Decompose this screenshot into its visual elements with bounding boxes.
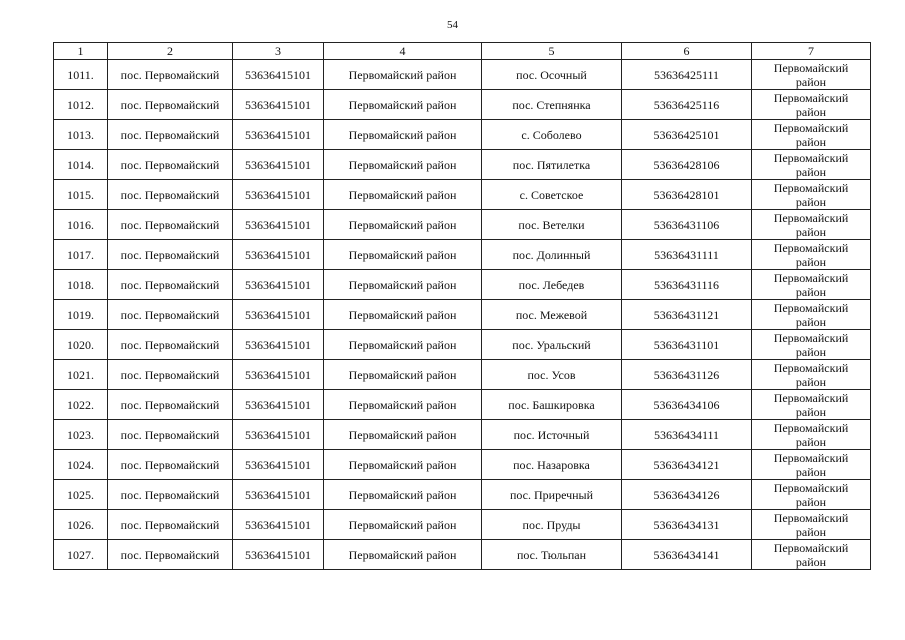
district-line-1: Первомайский: [773, 180, 849, 195]
row-number-cell: 1018.: [54, 270, 108, 300]
settlement-code-cell: 53636415101: [233, 450, 324, 480]
row-number-cell: 1026.: [54, 510, 108, 540]
locality-code-cell: 53636428106: [622, 150, 752, 180]
district-line-1: Первомайский: [773, 60, 849, 75]
locality-code-cell: 53636431116: [622, 270, 752, 300]
settlement-cell: пос. Первомайский: [108, 180, 233, 210]
column-number-row: [54, 43, 871, 60]
district-line-2: район: [795, 524, 827, 539]
district-two-line-cell: [752, 450, 871, 480]
district-two-line-cell: [752, 540, 871, 570]
district-line-1: Первомайский: [773, 420, 849, 435]
district-line-1: Первомайский: [773, 510, 849, 525]
district-cell: Первомайский район: [324, 450, 482, 480]
table-row: [54, 510, 871, 540]
district-line-2: район: [795, 254, 827, 269]
locality-code-cell: 53636431121: [622, 300, 752, 330]
settlement-code-cell: 53636415101: [233, 210, 324, 240]
settlement-cell: пос. Первомайский: [108, 450, 233, 480]
settlement-code-cell: 53636415101: [233, 390, 324, 420]
locality-code-cell: 53636434131: [622, 510, 752, 540]
row-number-cell: 1016.: [54, 210, 108, 240]
row-number-cell: 1013.: [54, 120, 108, 150]
district-line-2: район: [795, 164, 827, 179]
column-header: 6: [622, 43, 752, 60]
district-two-line-cell: [752, 270, 871, 300]
settlement-cell: пос. Первомайский: [108, 300, 233, 330]
district-two-line-cell: [752, 330, 871, 360]
district-line-1: Первомайский: [773, 390, 849, 405]
row-number-cell: 1019.: [54, 300, 108, 330]
locality-cell: пос. Усов: [482, 360, 622, 390]
district-line-1: Первомайский: [773, 150, 849, 165]
column-header: 4: [324, 43, 482, 60]
locality-code-cell: 53636434111: [622, 420, 752, 450]
district-line-1: Первомайский: [773, 120, 849, 135]
district-cell: Первомайский район: [324, 150, 482, 180]
settlement-code-cell: 53636415101: [233, 150, 324, 180]
district-line-2: район: [795, 194, 827, 209]
settlement-cell: пос. Первомайский: [108, 90, 233, 120]
district-two-line-cell: [752, 360, 871, 390]
locality-cell: пос. Ветелки: [482, 210, 622, 240]
row-number-cell: 1023.: [54, 420, 108, 450]
district-two-line-cell: [752, 390, 871, 420]
locality-code-cell: 53636434126: [622, 480, 752, 510]
row-number-cell: 1015.: [54, 180, 108, 210]
settlement-code-cell: 53636415101: [233, 330, 324, 360]
settlement-cell: пос. Первомайский: [108, 270, 233, 300]
district-line-2: район: [795, 284, 827, 299]
locality-cell: пос. Тюльпан: [482, 540, 622, 570]
district-cell: Первомайский район: [324, 360, 482, 390]
settlement-cell: пос. Первомайский: [108, 150, 233, 180]
table-row: [54, 120, 871, 150]
locality-code-cell: 53636425116: [622, 90, 752, 120]
district-line-2: район: [795, 134, 827, 149]
district-line-2: район: [795, 494, 827, 509]
row-number-cell: 1025.: [54, 480, 108, 510]
district-cell: Первомайский район: [324, 180, 482, 210]
table-row: [54, 180, 871, 210]
district-cell: Первомайский район: [324, 120, 482, 150]
settlement-cell: пос. Первомайский: [108, 240, 233, 270]
settlement-cell: пос. Первомайский: [108, 480, 233, 510]
district-line-1: Первомайский: [773, 540, 849, 555]
row-number-cell: 1014.: [54, 150, 108, 180]
locality-code-cell: 53636431111: [622, 240, 752, 270]
registry-table: [53, 42, 871, 570]
district-two-line-cell: [752, 150, 871, 180]
row-number-cell: 1027.: [54, 540, 108, 570]
column-header: 1: [54, 43, 108, 60]
table-row: [54, 390, 871, 420]
settlement-cell: пос. Первомайский: [108, 510, 233, 540]
district-two-line-cell: [752, 90, 871, 120]
district-line-1: Первомайский: [773, 90, 849, 105]
district-cell: Первомайский район: [324, 300, 482, 330]
table-row: [54, 270, 871, 300]
settlement-code-cell: 53636415101: [233, 420, 324, 450]
table-row: [54, 480, 871, 510]
table-row: [54, 540, 871, 570]
locality-cell: с. Советское: [482, 180, 622, 210]
row-number-cell: 1017.: [54, 240, 108, 270]
locality-code-cell: 53636431106: [622, 210, 752, 240]
column-header: 7: [752, 43, 871, 60]
district-line-1: Первомайский: [773, 270, 849, 285]
column-header: 2: [108, 43, 233, 60]
locality-cell: пос. Долинный: [482, 240, 622, 270]
district-two-line-cell: [752, 510, 871, 540]
district-cell: Первомайский район: [324, 420, 482, 450]
district-cell: Первомайский район: [324, 240, 482, 270]
table-row: [54, 300, 871, 330]
table-header: [54, 43, 871, 60]
locality-code-cell: 53636425101: [622, 120, 752, 150]
column-header: 3: [233, 43, 324, 60]
district-line-2: район: [795, 224, 827, 239]
district-line-2: район: [795, 314, 827, 329]
locality-code-cell: 53636434121: [622, 450, 752, 480]
locality-code-cell: 53636434106: [622, 390, 752, 420]
page-number: 54: [447, 19, 458, 31]
locality-code-cell: 53636434141: [622, 540, 752, 570]
settlement-code-cell: 53636415101: [233, 300, 324, 330]
district-two-line-cell: [752, 60, 871, 90]
column-header: 5: [482, 43, 622, 60]
locality-cell: пос. Пятилетка: [482, 150, 622, 180]
district-two-line-cell: [752, 300, 871, 330]
locality-cell: пос. Пруды: [482, 510, 622, 540]
district-cell: Первомайский район: [324, 390, 482, 420]
district-two-line-cell: [752, 420, 871, 450]
settlement-cell: пос. Первомайский: [108, 60, 233, 90]
settlement-cell: пос. Первомайский: [108, 210, 233, 240]
district-line-1: Первомайский: [773, 360, 849, 375]
row-number-cell: 1024.: [54, 450, 108, 480]
district-two-line-cell: [752, 120, 871, 150]
district-line-2: район: [795, 104, 827, 119]
district-line-2: район: [795, 374, 827, 389]
district-line-1: Первомайский: [773, 480, 849, 495]
locality-cell: пос. Межевой: [482, 300, 622, 330]
row-number-cell: 1022.: [54, 390, 108, 420]
settlement-code-cell: 53636415101: [233, 510, 324, 540]
district-line-2: район: [795, 404, 827, 419]
settlement-cell: пос. Первомайский: [108, 540, 233, 570]
district-cell: Первомайский район: [324, 270, 482, 300]
settlement-cell: пос. Первомайский: [108, 390, 233, 420]
row-number-cell: 1012.: [54, 90, 108, 120]
table-row: [54, 240, 871, 270]
locality-code-cell: 53636431101: [622, 330, 752, 360]
district-line-2: район: [795, 344, 827, 359]
district-cell: Первомайский район: [324, 210, 482, 240]
table-row: [54, 450, 871, 480]
table-body: [54, 60, 871, 570]
district-cell: Первомайский район: [324, 60, 482, 90]
settlement-code-cell: 53636415101: [233, 360, 324, 390]
settlement-code-cell: 53636415101: [233, 120, 324, 150]
locality-cell: пос. Источный: [482, 420, 622, 450]
district-line-1: Первомайский: [773, 330, 849, 345]
locality-code-cell: 53636425111: [622, 60, 752, 90]
locality-code-cell: 53636428101: [622, 180, 752, 210]
settlement-code-cell: 53636415101: [233, 540, 324, 570]
district-two-line-cell: [752, 180, 871, 210]
settlement-code-cell: 53636415101: [233, 240, 324, 270]
locality-cell: пос. Лебедев: [482, 270, 622, 300]
table-row: [54, 150, 871, 180]
locality-cell: пос. Осочный: [482, 60, 622, 90]
row-number-cell: 1021.: [54, 360, 108, 390]
table-row: [54, 360, 871, 390]
locality-cell: пос. Уральский: [482, 330, 622, 360]
district-cell: Первомайский район: [324, 90, 482, 120]
table-row: [54, 210, 871, 240]
district-two-line-cell: [752, 210, 871, 240]
district-line-2: район: [795, 74, 827, 89]
district-line-1: Первомайский: [773, 210, 849, 225]
settlement-cell: пос. Первомайский: [108, 330, 233, 360]
locality-cell: пос. Степнянка: [482, 90, 622, 120]
settlement-code-cell: 53636415101: [233, 480, 324, 510]
table-row: [54, 330, 871, 360]
settlement-cell: пос. Первомайский: [108, 120, 233, 150]
settlement-code-cell: 53636415101: [233, 180, 324, 210]
table-row: [54, 420, 871, 450]
locality-cell: пос. Приречный: [482, 480, 622, 510]
locality-code-cell: 53636431126: [622, 360, 752, 390]
row-number-cell: 1011.: [54, 60, 108, 90]
settlement-cell: пос. Первомайский: [108, 420, 233, 450]
district-line-2: район: [795, 554, 827, 569]
locality-cell: с. Соболево: [482, 120, 622, 150]
district-two-line-cell: [752, 480, 871, 510]
district-cell: Первомайский район: [324, 540, 482, 570]
district-line-1: Первомайский: [773, 450, 849, 465]
settlement-code-cell: 53636415101: [233, 270, 324, 300]
locality-cell: пос. Назаровка: [482, 450, 622, 480]
district-line-1: Первомайский: [773, 300, 849, 315]
district-cell: Первомайский район: [324, 510, 482, 540]
district-line-2: район: [795, 464, 827, 479]
district-line-2: район: [795, 434, 827, 449]
district-two-line-cell: [752, 240, 871, 270]
table-row: [54, 60, 871, 90]
district-cell: Первомайский район: [324, 480, 482, 510]
district-cell: Первомайский район: [324, 330, 482, 360]
settlement-code-cell: 53636415101: [233, 60, 324, 90]
settlement-cell: пос. Первомайский: [108, 360, 233, 390]
locality-cell: пос. Башкировка: [482, 390, 622, 420]
row-number-cell: 1020.: [54, 330, 108, 360]
settlement-code-cell: 53636415101: [233, 90, 324, 120]
table-row: [54, 90, 871, 120]
district-line-1: Первомайский: [773, 240, 849, 255]
